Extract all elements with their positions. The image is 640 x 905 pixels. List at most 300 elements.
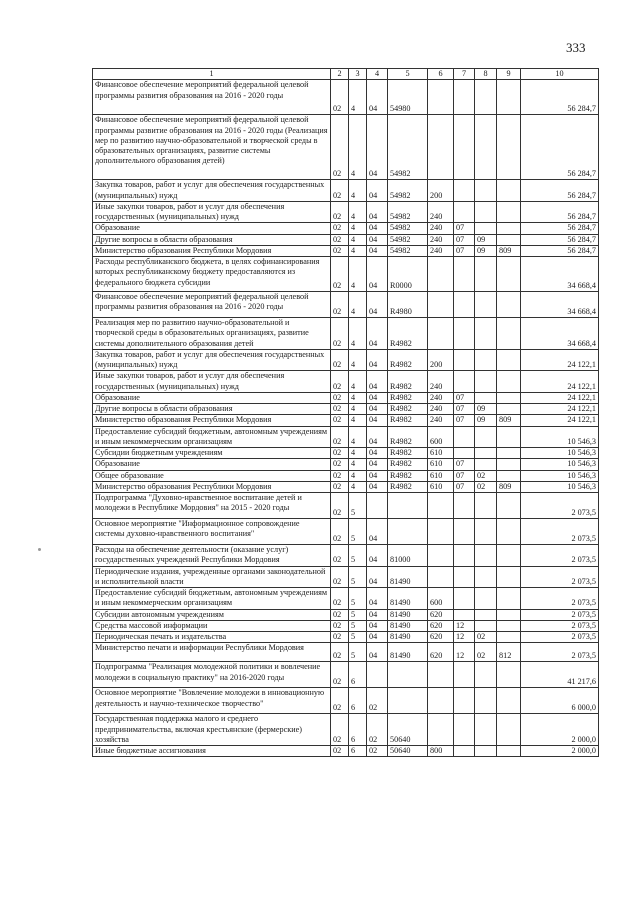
row-code-cell: 54982	[388, 201, 428, 223]
row-code-cell	[475, 746, 497, 757]
row-code-cell: 02	[331, 632, 349, 643]
row-description: Закупка товаров, работ и услуг для обеспечения государственных (муниципальных) нужд	[93, 180, 331, 202]
row-code-cell: 81490	[388, 632, 428, 643]
table-row	[93, 714, 599, 746]
row-code-cell	[454, 180, 475, 202]
row-amount: 34 668,4	[521, 292, 599, 318]
row-code-cell: 07	[454, 245, 475, 256]
row-code-cell: 02	[331, 620, 349, 631]
row-code-cell	[497, 223, 521, 234]
row-code-cell: 02	[331, 481, 349, 492]
row-code-cell: 07	[454, 415, 475, 426]
row-description: Основное мероприятие "Информационное сопровождение системы духовно-нравственного воспитания"	[93, 519, 331, 545]
row-code-cell: 02	[367, 688, 388, 714]
row-code-cell	[475, 392, 497, 403]
row-amount: 2 000,0	[521, 746, 599, 757]
row-code-cell	[497, 620, 521, 631]
row-code-cell: 4	[349, 180, 367, 202]
table-row	[93, 470, 599, 481]
row-code-cell: R4982	[388, 392, 428, 403]
row-amount: 24 122,1	[521, 415, 599, 426]
row-code-cell: 54982	[388, 115, 428, 180]
row-code-cell	[497, 426, 521, 448]
row-code-cell: R4982	[388, 459, 428, 470]
row-code-cell: 04	[367, 566, 388, 588]
page-number: 333	[566, 40, 586, 55]
table-row	[93, 481, 599, 492]
row-code-cell	[428, 545, 454, 567]
row-code-cell: 04	[367, 371, 388, 393]
row-code-cell: 620	[428, 609, 454, 620]
row-code-cell	[367, 493, 388, 519]
row-code-cell	[454, 426, 475, 448]
row-code-cell: R4982	[388, 404, 428, 415]
row-code-cell	[475, 662, 497, 688]
row-code-cell: 5	[349, 620, 367, 631]
row-code-cell	[497, 714, 521, 746]
table-row	[93, 632, 599, 643]
row-description: Образование	[93, 459, 331, 470]
row-code-cell	[428, 493, 454, 519]
row-code-cell: 07	[454, 481, 475, 492]
row-code-cell: 54982	[388, 234, 428, 245]
row-code-cell: R4982	[388, 470, 428, 481]
row-code-cell	[475, 257, 497, 292]
table-row	[93, 318, 599, 350]
row-code-cell: 600	[428, 588, 454, 610]
row-code-cell: 02	[331, 470, 349, 481]
col-header: 2	[331, 69, 349, 80]
row-amount: 2 073,5	[521, 588, 599, 610]
row-code-cell: R4982	[388, 426, 428, 448]
row-code-cell: 809	[497, 415, 521, 426]
row-description: Подпрограмма "Реализация молодежной политики и вовлечение молодежи в социальную практику" на 2016-2020 годы	[93, 662, 331, 688]
row-description: Государственная поддержка малого и среднего предпринимательства, включая крестьянские (фермерские) хозяйства	[93, 714, 331, 746]
row-code-cell: 02	[331, 257, 349, 292]
row-description: Министерство печати и информации Республики Мордовия	[93, 643, 331, 662]
row-amount: 41 217,6	[521, 662, 599, 688]
row-code-cell: 04	[367, 588, 388, 610]
row-code-cell: 4	[349, 481, 367, 492]
row-amount: 24 122,1	[521, 404, 599, 415]
row-code-cell: 04	[367, 620, 388, 631]
row-description: Предоставление субсидий бюджетным, автономным учреждениям и иным некоммерческим организациям	[93, 426, 331, 448]
row-code-cell: 04	[367, 392, 388, 403]
row-code-cell	[454, 545, 475, 567]
row-code-cell	[475, 566, 497, 588]
row-code-cell	[454, 662, 475, 688]
row-code-cell: 02	[367, 746, 388, 757]
row-amount: 2 073,5	[521, 609, 599, 620]
row-amount: 6 000,0	[521, 688, 599, 714]
row-code-cell	[454, 349, 475, 371]
row-code-cell: 04	[367, 180, 388, 202]
row-description: Средства массовой информации	[93, 620, 331, 631]
row-code-cell: 04	[367, 609, 388, 620]
row-code-cell	[497, 201, 521, 223]
row-code-cell	[497, 746, 521, 757]
row-description: Предоставление субсидий бюджетным, автономным учреждениям и иным некоммерческим организациям	[93, 588, 331, 610]
row-code-cell	[454, 493, 475, 519]
row-amount: 56 284,7	[521, 180, 599, 202]
row-amount: 56 284,7	[521, 245, 599, 256]
table-row	[93, 201, 599, 223]
row-code-cell: 02	[331, 545, 349, 567]
row-code-cell: 240	[428, 245, 454, 256]
row-code-cell: 02	[331, 404, 349, 415]
row-code-cell	[388, 688, 428, 714]
row-code-cell: 812	[497, 643, 521, 662]
table-row	[93, 662, 599, 688]
row-code-cell: 4	[349, 201, 367, 223]
row-code-cell: 04	[367, 643, 388, 662]
row-code-cell: 4	[349, 392, 367, 403]
row-description: Образование	[93, 223, 331, 234]
row-code-cell	[454, 519, 475, 545]
row-code-cell	[475, 609, 497, 620]
row-code-cell: 4	[349, 426, 367, 448]
row-code-cell	[454, 115, 475, 180]
scan-speck	[38, 548, 41, 551]
row-description: Расходы республиканского бюджета, в целях софинансирования которых республиканскому бюджету предоставляются из федерального бюджета субсидии	[93, 257, 331, 292]
row-code-cell	[428, 257, 454, 292]
row-code-cell: 4	[349, 371, 367, 393]
row-code-cell: R0000	[388, 257, 428, 292]
row-amount: 24 122,1	[521, 371, 599, 393]
row-amount: 56 284,7	[521, 223, 599, 234]
table-row	[93, 392, 599, 403]
table-row	[93, 415, 599, 426]
row-code-cell: 02	[331, 245, 349, 256]
row-code-cell: 240	[428, 392, 454, 403]
row-code-cell: 02	[331, 349, 349, 371]
table-row	[93, 234, 599, 245]
row-code-cell	[475, 426, 497, 448]
row-code-cell	[497, 519, 521, 545]
row-code-cell: 4	[349, 404, 367, 415]
row-code-cell: 12	[454, 643, 475, 662]
row-code-cell	[454, 588, 475, 610]
row-code-cell: 54980	[388, 80, 428, 115]
row-code-cell	[497, 566, 521, 588]
row-code-cell	[454, 257, 475, 292]
table-row	[93, 80, 599, 115]
row-amount: 2 000,0	[521, 714, 599, 746]
row-code-cell: 04	[367, 632, 388, 643]
row-code-cell	[497, 371, 521, 393]
row-amount: 34 668,4	[521, 257, 599, 292]
header-row	[93, 69, 599, 80]
row-code-cell: 09	[475, 415, 497, 426]
row-amount: 56 284,7	[521, 80, 599, 115]
row-code-cell: 4	[349, 115, 367, 180]
row-code-cell: 240	[428, 234, 454, 245]
row-code-cell: 5	[349, 545, 367, 567]
row-code-cell	[497, 234, 521, 245]
row-code-cell	[497, 257, 521, 292]
row-code-cell: 04	[367, 318, 388, 350]
row-code-cell	[475, 318, 497, 350]
row-description: Субсидии бюджетным учреждениям	[93, 448, 331, 459]
table-row	[93, 519, 599, 545]
table-row	[93, 588, 599, 610]
row-code-cell	[428, 292, 454, 318]
row-amount: 56 284,7	[521, 201, 599, 223]
row-code-cell: 04	[367, 201, 388, 223]
table-row	[93, 115, 599, 180]
row-code-cell	[454, 448, 475, 459]
row-code-cell	[454, 80, 475, 115]
row-amount: 24 122,1	[521, 349, 599, 371]
row-code-cell	[497, 493, 521, 519]
col-header: 5	[388, 69, 428, 80]
row-code-cell	[454, 609, 475, 620]
table-row	[93, 426, 599, 448]
row-code-cell: 240	[428, 223, 454, 234]
row-code-cell: 02	[331, 234, 349, 245]
row-code-cell	[454, 371, 475, 393]
row-code-cell	[454, 201, 475, 223]
row-code-cell	[428, 318, 454, 350]
row-code-cell	[497, 292, 521, 318]
row-code-cell	[497, 632, 521, 643]
row-code-cell	[497, 459, 521, 470]
row-code-cell	[428, 714, 454, 746]
row-code-cell: 04	[367, 459, 388, 470]
col-header: 6	[428, 69, 454, 80]
row-code-cell: 02	[331, 448, 349, 459]
budget-table	[92, 68, 599, 757]
table-row	[93, 620, 599, 631]
row-code-cell	[428, 688, 454, 714]
row-description: Иные закупки товаров, работ и услуг для обеспечения государственных (муниципальных) нужд	[93, 371, 331, 393]
row-code-cell: 4	[349, 448, 367, 459]
row-code-cell	[428, 566, 454, 588]
row-description: Иные бюджетные ассигнования	[93, 746, 331, 757]
row-code-cell	[497, 115, 521, 180]
row-code-cell: 6	[349, 662, 367, 688]
table-row	[93, 566, 599, 588]
row-description: Закупка товаров, работ и услуг для обеспечения государственных (муниципальных) нужд	[93, 349, 331, 371]
row-description: Финансовое обеспечение мероприятий федеральной целевой программы развитие образования на 2016 - 2020 годы (Реализация мер по развитию научно-образовательной и творческой среды в образовательных организациях, развитие системы дополнительного образования детей)	[93, 115, 331, 180]
row-code-cell	[497, 180, 521, 202]
row-amount: 34 668,4	[521, 318, 599, 350]
table-row	[93, 493, 599, 519]
row-code-cell	[475, 459, 497, 470]
row-code-cell: R4982	[388, 481, 428, 492]
row-code-cell: 5	[349, 643, 367, 662]
col-header: 8	[475, 69, 497, 80]
row-code-cell: 04	[367, 292, 388, 318]
row-code-cell: 800	[428, 746, 454, 757]
row-code-cell: 4	[349, 318, 367, 350]
row-code-cell: 02	[331, 201, 349, 223]
row-code-cell	[388, 662, 428, 688]
row-code-cell	[428, 115, 454, 180]
row-amount: 10 546,3	[521, 459, 599, 470]
row-code-cell	[497, 392, 521, 403]
row-code-cell: 54982	[388, 223, 428, 234]
table-row	[93, 404, 599, 415]
row-code-cell: 5	[349, 493, 367, 519]
row-code-cell	[497, 349, 521, 371]
row-code-cell: R4982	[388, 371, 428, 393]
row-code-cell: 4	[349, 292, 367, 318]
row-code-cell: 54982	[388, 180, 428, 202]
row-code-cell: 02	[331, 588, 349, 610]
row-code-cell: 02	[475, 470, 497, 481]
table-row	[93, 609, 599, 620]
row-code-cell: 4	[349, 234, 367, 245]
row-code-cell	[475, 349, 497, 371]
row-code-cell: 04	[367, 245, 388, 256]
row-code-cell: R4982	[388, 318, 428, 350]
row-code-cell	[475, 371, 497, 393]
row-code-cell: 6	[349, 688, 367, 714]
row-code-cell: 02	[331, 519, 349, 545]
row-code-cell: 07	[454, 392, 475, 403]
row-code-cell	[454, 714, 475, 746]
row-code-cell: 02	[331, 609, 349, 620]
row-code-cell: R4982	[388, 415, 428, 426]
row-code-cell: 04	[367, 545, 388, 567]
row-code-cell: 50640	[388, 714, 428, 746]
row-code-cell: R4980	[388, 292, 428, 318]
row-code-cell: 04	[367, 426, 388, 448]
row-description: Периодические издания, учрежденные органами законодательной и исполнительной власти	[93, 566, 331, 588]
row-description: Другие вопросы в области образования	[93, 234, 331, 245]
row-code-cell: 12	[454, 620, 475, 631]
row-code-cell: 809	[497, 245, 521, 256]
row-code-cell: 04	[367, 223, 388, 234]
row-amount: 2 073,5	[521, 632, 599, 643]
col-header: 4	[367, 69, 388, 80]
row-code-cell: 04	[367, 404, 388, 415]
row-code-cell: 12	[454, 632, 475, 643]
row-code-cell: 04	[367, 115, 388, 180]
row-code-cell: 4	[349, 257, 367, 292]
row-code-cell	[475, 115, 497, 180]
row-code-cell	[454, 746, 475, 757]
row-description: Образование	[93, 392, 331, 403]
row-code-cell	[475, 448, 497, 459]
row-code-cell: 809	[497, 481, 521, 492]
row-code-cell	[475, 201, 497, 223]
row-code-cell: 02	[331, 115, 349, 180]
row-code-cell: 04	[367, 519, 388, 545]
row-code-cell: 02	[331, 714, 349, 746]
row-code-cell: 02	[331, 371, 349, 393]
row-code-cell	[475, 180, 497, 202]
row-code-cell: 240	[428, 415, 454, 426]
row-code-cell	[475, 714, 497, 746]
row-code-cell	[454, 688, 475, 714]
row-amount: 2 073,5	[521, 643, 599, 662]
table-row	[93, 180, 599, 202]
row-description: Финансовое обеспечение мероприятий федеральной целевой программы развития образования на 2016 - 2020 годы	[93, 80, 331, 115]
table-row	[93, 746, 599, 757]
row-code-cell: 81490	[388, 620, 428, 631]
row-code-cell: 02	[331, 643, 349, 662]
row-code-cell	[428, 519, 454, 545]
table-row	[93, 245, 599, 256]
row-code-cell: 4	[349, 245, 367, 256]
row-code-cell: 6	[349, 714, 367, 746]
table-row	[93, 688, 599, 714]
row-code-cell: 02	[331, 426, 349, 448]
row-code-cell	[497, 80, 521, 115]
row-code-cell: 02	[331, 459, 349, 470]
row-code-cell: 04	[367, 257, 388, 292]
row-code-cell: 4	[349, 349, 367, 371]
table-row	[93, 349, 599, 371]
row-code-cell: R4982	[388, 448, 428, 459]
row-amount: 2 073,5	[521, 620, 599, 631]
row-code-cell: 240	[428, 201, 454, 223]
row-code-cell	[497, 470, 521, 481]
row-code-cell: 04	[367, 470, 388, 481]
row-code-cell: 81490	[388, 609, 428, 620]
row-code-cell: 07	[454, 404, 475, 415]
table-row	[93, 459, 599, 470]
row-code-cell	[497, 688, 521, 714]
row-code-cell: 02	[331, 223, 349, 234]
row-code-cell: 4	[349, 80, 367, 115]
table-row	[93, 545, 599, 567]
row-code-cell: 02	[475, 632, 497, 643]
row-description: Министерство образования Республики Мордовия	[93, 245, 331, 256]
row-code-cell: 09	[475, 234, 497, 245]
row-description: Периодическая печать и издательства	[93, 632, 331, 643]
row-code-cell: 04	[367, 481, 388, 492]
table-row	[93, 223, 599, 234]
row-code-cell	[367, 662, 388, 688]
row-code-cell: 620	[428, 632, 454, 643]
row-amount: 10 546,3	[521, 470, 599, 481]
row-amount: 24 122,1	[521, 392, 599, 403]
col-header: 3	[349, 69, 367, 80]
row-code-cell	[475, 223, 497, 234]
row-code-cell: 07	[454, 470, 475, 481]
row-code-cell	[497, 662, 521, 688]
row-code-cell: 09	[475, 404, 497, 415]
row-code-cell	[454, 318, 475, 350]
row-code-cell	[475, 292, 497, 318]
row-code-cell: 07	[454, 459, 475, 470]
row-code-cell	[475, 688, 497, 714]
row-code-cell: 4	[349, 223, 367, 234]
row-code-cell: 50640	[388, 746, 428, 757]
row-code-cell: 02	[331, 566, 349, 588]
col-header: 7	[454, 69, 475, 80]
row-description: Иные закупки товаров, работ и услуг для обеспечения государственных (муниципальных) нужд	[93, 201, 331, 223]
row-code-cell	[497, 609, 521, 620]
row-amount: 10 546,3	[521, 426, 599, 448]
row-code-cell: 240	[428, 371, 454, 393]
row-code-cell	[454, 292, 475, 318]
row-code-cell: 240	[428, 404, 454, 415]
row-amount: 2 073,5	[521, 545, 599, 567]
table-row	[93, 292, 599, 318]
table-row	[93, 371, 599, 393]
row-code-cell: 81490	[388, 566, 428, 588]
row-code-cell: 5	[349, 519, 367, 545]
table-row	[93, 448, 599, 459]
row-code-cell	[388, 493, 428, 519]
row-code-cell: 02	[475, 643, 497, 662]
row-amount: 56 284,7	[521, 115, 599, 180]
row-code-cell: 600	[428, 426, 454, 448]
